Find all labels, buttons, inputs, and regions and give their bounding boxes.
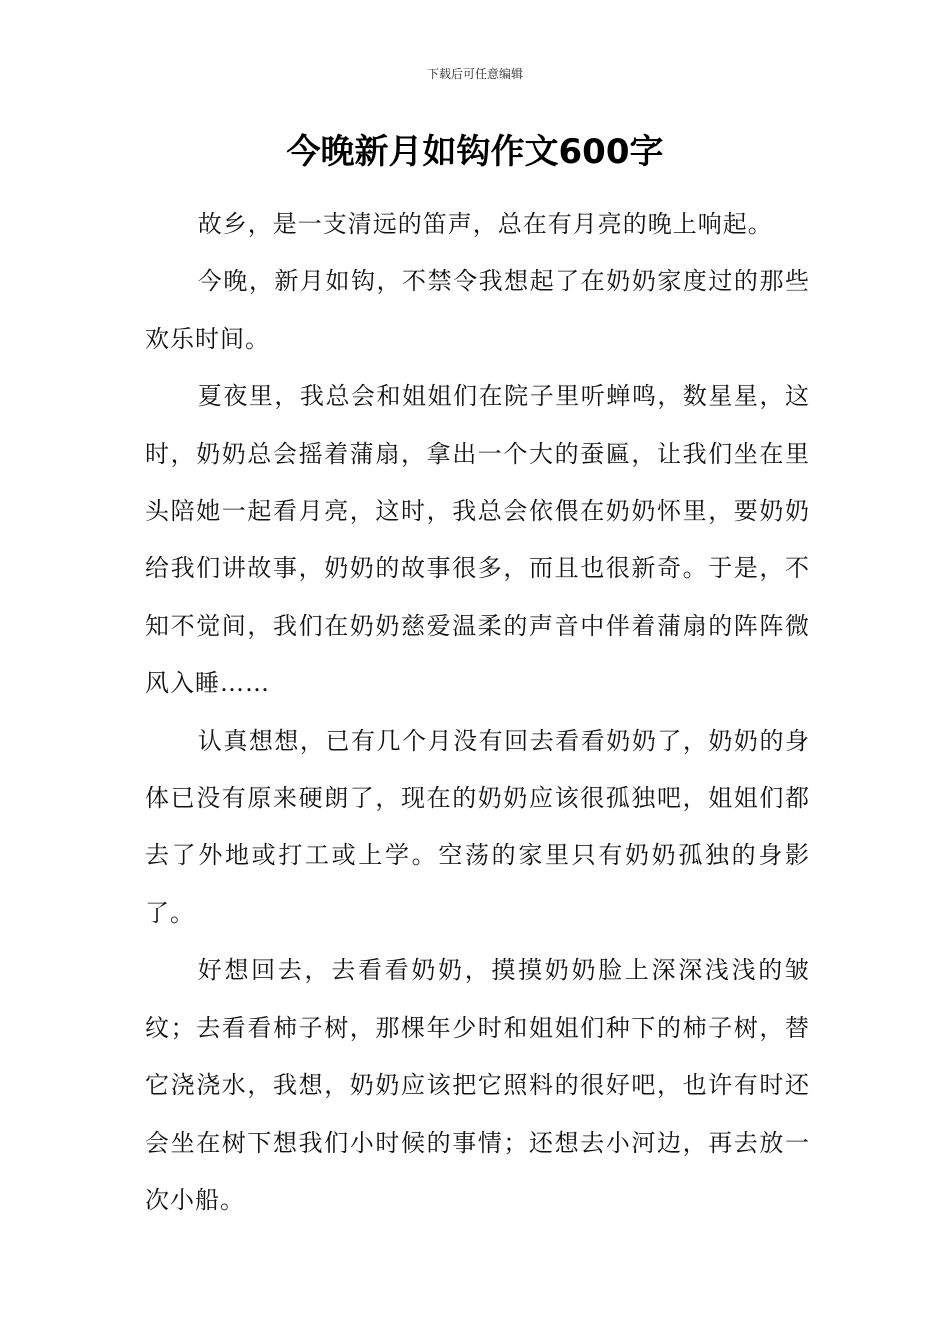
page-title: 今晚新月如钩作文600字 bbox=[286, 132, 664, 172]
paragraph-3: 夏夜里，我总会和姐姐们在院子里听蝉鸣，数星星，这时，奶奶总会摇着蒲扇，拿出一个大的蚕匾，让我们坐在里头陪她一起看月亮，这时，我总会依偎在奶奶怀里，要奶奶给我们讲故事，奶奶的故事很多，而且也很新奇。于是，不知不觉间，我们在奶奶慈爱温柔的声音中伴着蒲扇的阵阵微风入睡…… bbox=[145, 382, 810, 698]
header-note: 下载后可任意编辑 bbox=[426, 67, 523, 81]
paragraph-5: 好想回去，去看看奶奶，摸摸奶奶脸上深深浅浅的皱纹；去看看柿子树，那棵年少时和姐姐们种下的柿子树，替它浇浇水，我想，奶奶应该把它照料的很好吧，也许有时还会坐在树下想我们小时候的事情；还想去小河边，再去放一次小船。 bbox=[145, 956, 810, 1214]
essay-body bbox=[145, 196, 810, 1229]
paragraph-2: 今晚，新月如钩，不禁令我想起了在奶奶家度过的那些欢乐时间。 bbox=[145, 267, 810, 353]
paragraph-1: 故乡，是一支清远的笛声，总在有月亮的晚上响起。 bbox=[197, 210, 773, 238]
paragraph-4: 认真想想，已有几个月没有回去看看奶奶了，奶奶的身体已没有原来硬朗了，现在的奶奶应该很孤独吧，姐姐们都去了外地或打工或上学。空荡的家里只有奶奶孤独的身影了。 bbox=[145, 726, 810, 927]
